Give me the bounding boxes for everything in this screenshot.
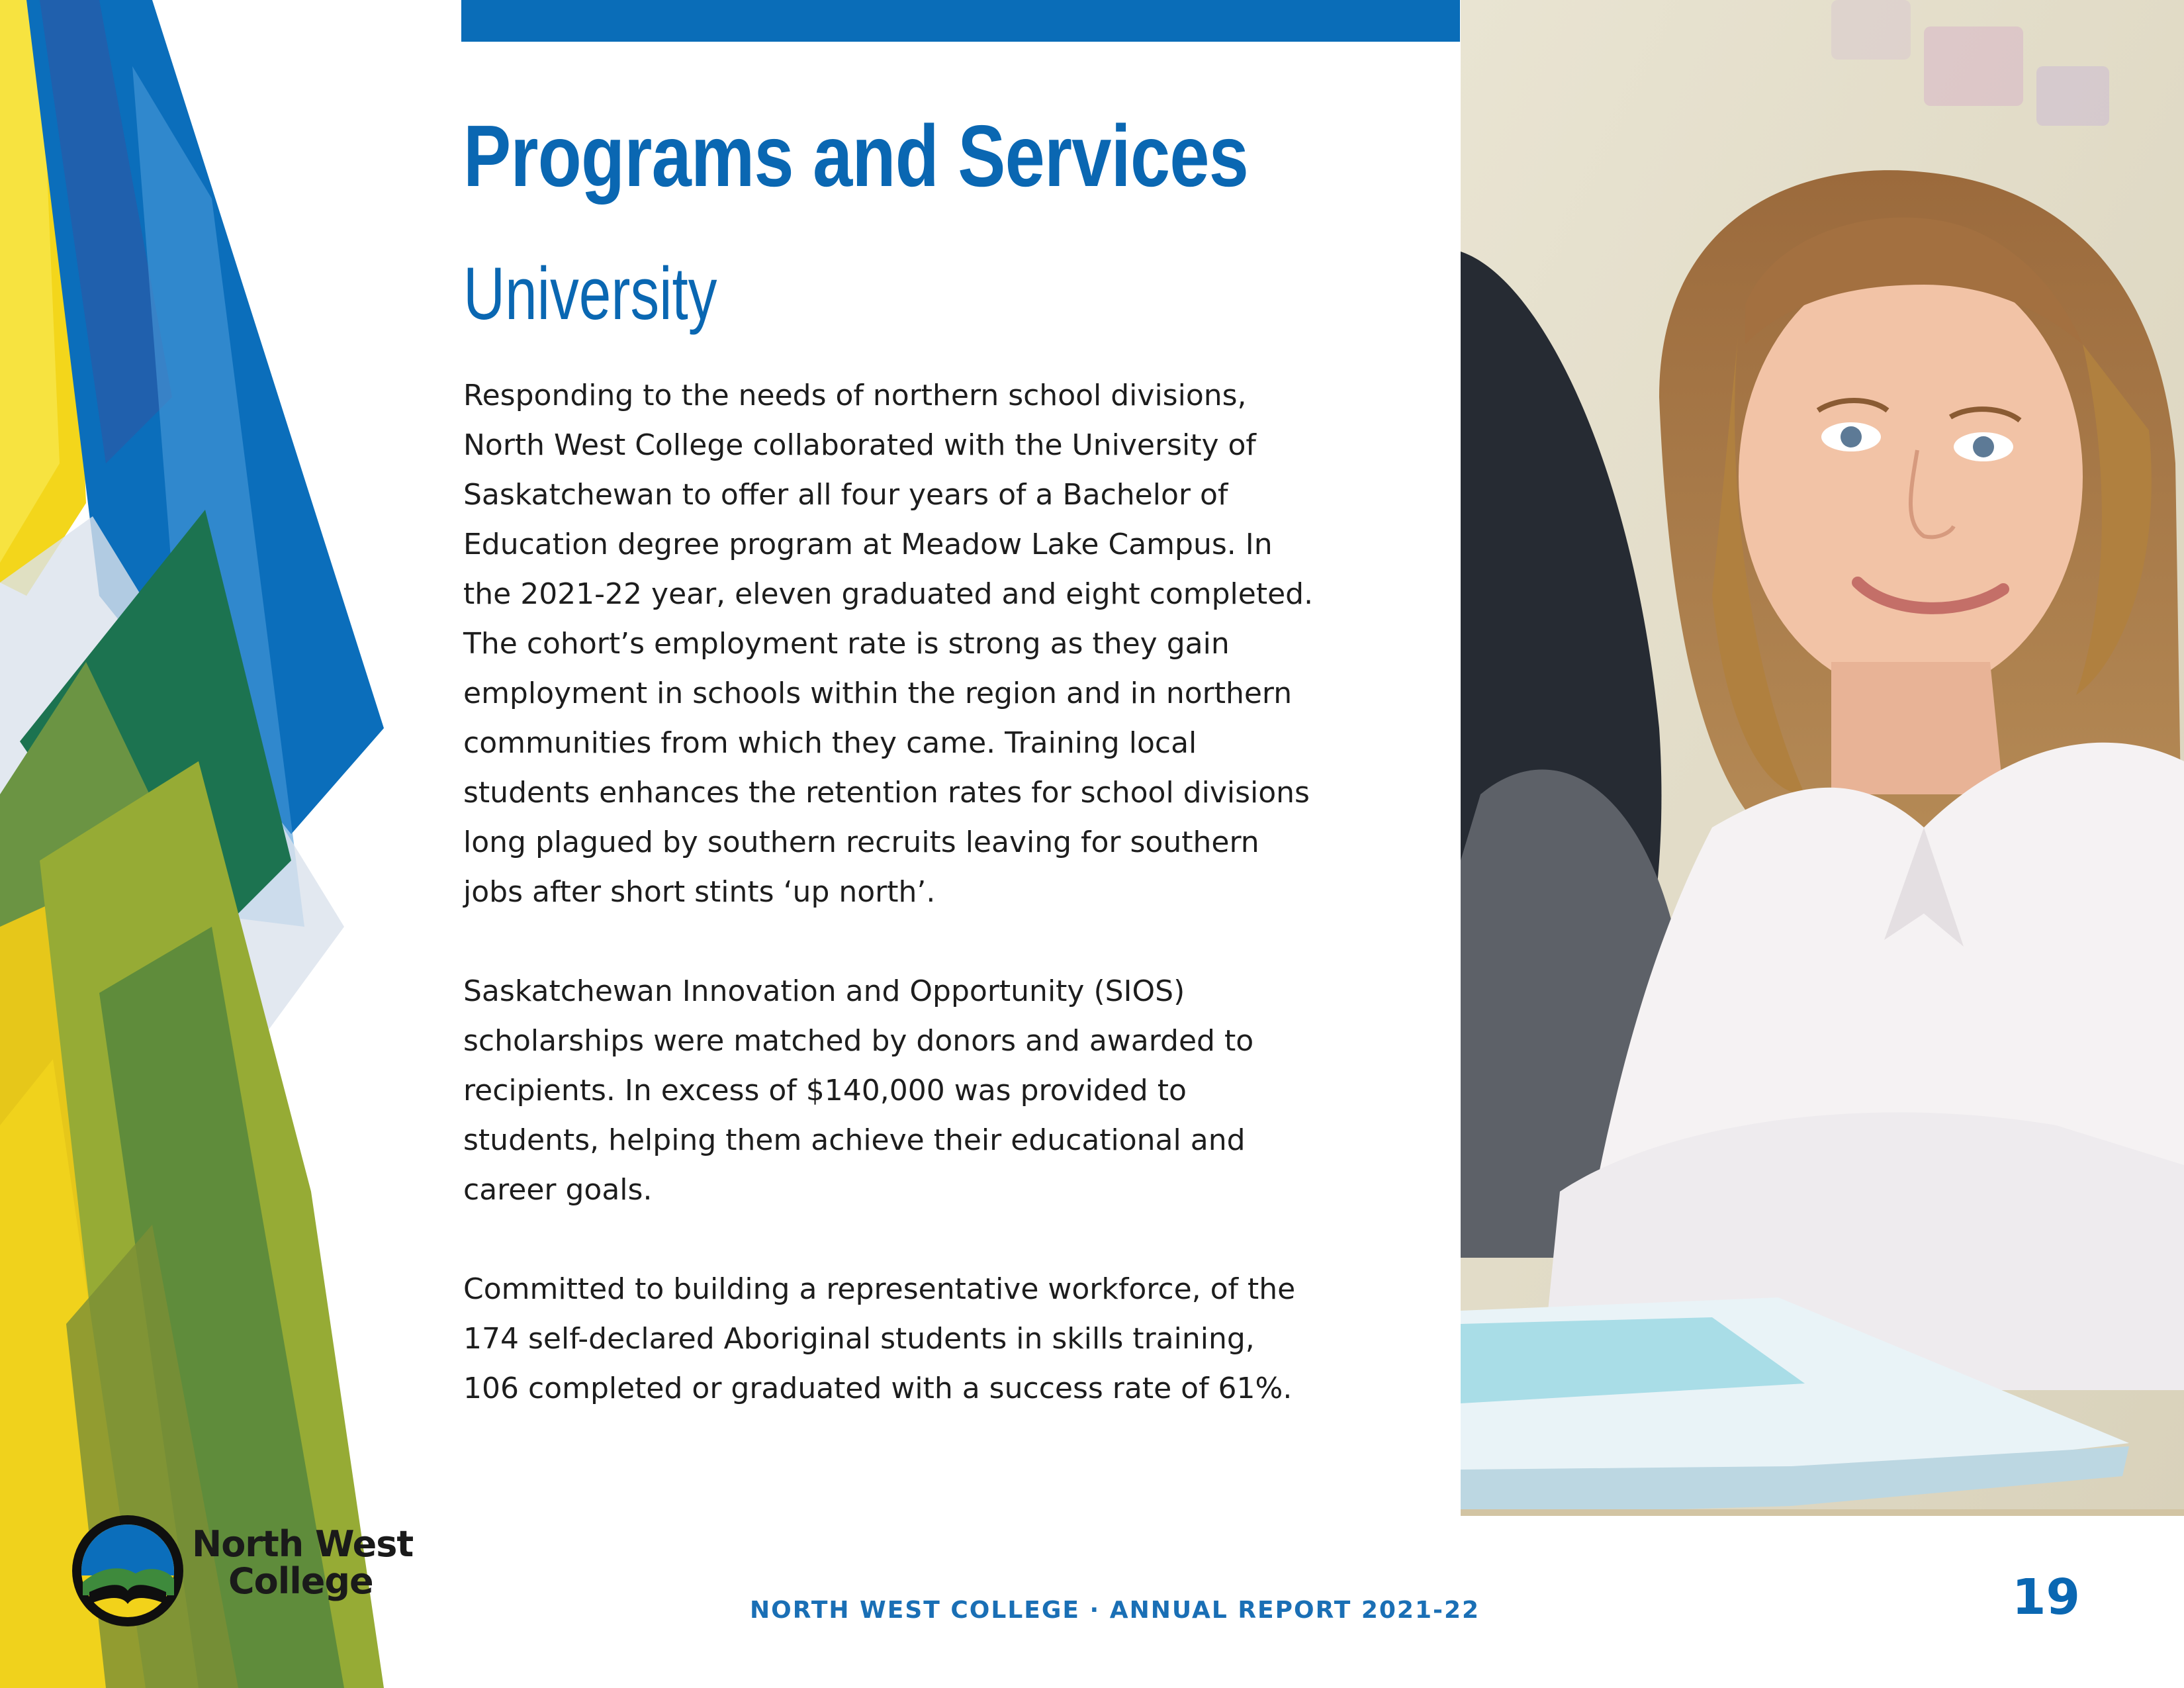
- paragraph-workforce: Committed to building a representative workforce, of the 174 self-declared Aboriginal students in skills training, 106 completed or graduated with a success rate of 61%.: [463, 1272, 1296, 1405]
- decorative-ribbon-graphic: [0, 0, 397, 1688]
- college-logo: [69, 1513, 414, 1632]
- page-number: 19: [2012, 1569, 2080, 1626]
- top-accent-bar: [461, 0, 1460, 42]
- section-subtitle: University: [463, 252, 717, 335]
- page-title: Programs and Services: [463, 107, 1249, 205]
- body-text: [463, 371, 1363, 1463]
- footer-report-label: NORTH WEST COLLEGE · ANNUAL REPORT 2021-22: [750, 1597, 1480, 1624]
- student-photo: [1461, 0, 2184, 1516]
- college-emblem-icon: [69, 1513, 186, 1629]
- logo-text-line2: College: [228, 1560, 373, 1602]
- paragraph-scholarships: Saskatchewan Innovation and Opportunity (SIOS) scholarships were matched by donors and awarded to recipients. In excess of $140,000 was provided to students, helping them achieve their educational and career goals.: [463, 974, 1254, 1207]
- college-logo-text: [192, 1523, 414, 1602]
- paragraph-university: Responding to the needs of northern school divisions, North West College collaborated with the University of Saskatchewan to offer all four years of a Bachelor of Education degree program at Meadow Lake Campus. In the 2021-22 year, eleven graduated and eight completed. The cohort’s employment rate is strong as they gain employment in schools within the region and in northern communities from which they came. Training local students enhances the retention rates for school divisions long plagued by southern recruits leaving for southern jobs after short stints ‘up north’.: [463, 379, 1314, 909]
- logo-text-line1: North West: [192, 1523, 414, 1565]
